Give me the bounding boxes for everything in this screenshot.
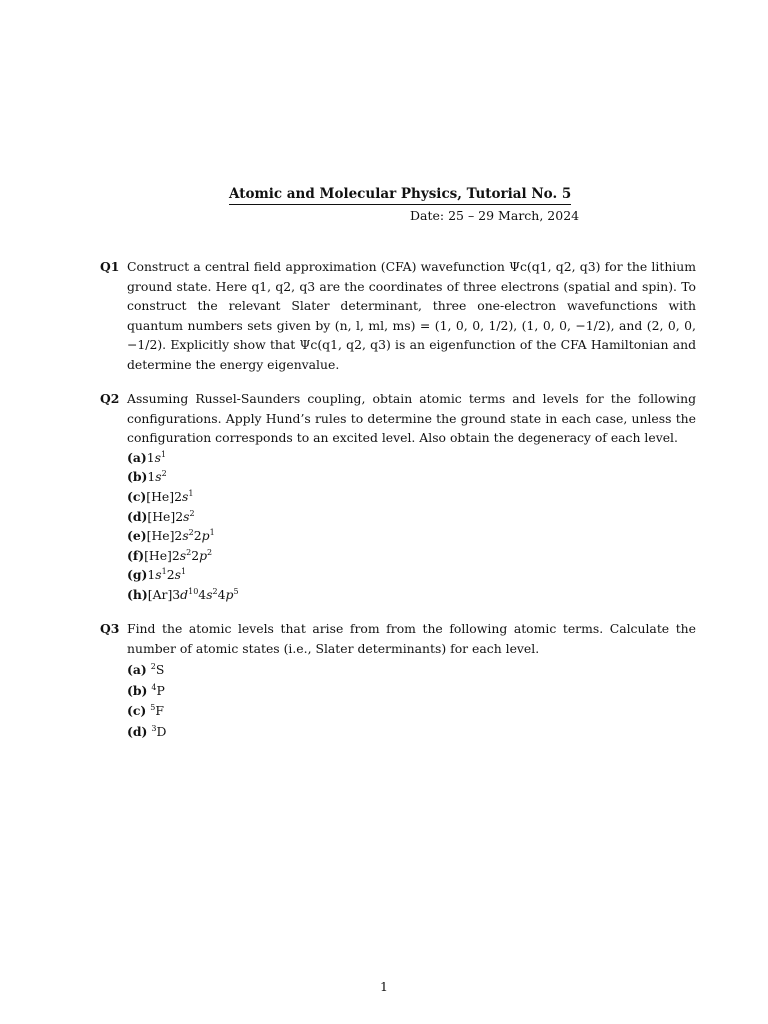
configuration-text: $1s^1$	[146, 449, 167, 465]
item-label: (d)	[127, 723, 148, 739]
question-3-body	[127, 619, 696, 742]
question-3	[100, 619, 696, 742]
item-label: (e)	[127, 528, 147, 544]
item-label: (g)	[127, 567, 148, 583]
question-1-body	[127, 257, 696, 375]
term-multiplicity: 2	[150, 662, 156, 672]
question-1-label: Q1	[100, 259, 120, 274]
item-label: (b)	[127, 682, 148, 698]
item-label: (b)	[127, 469, 148, 485]
term-item	[127, 722, 696, 743]
term-item	[127, 660, 696, 681]
term-letter: S	[155, 662, 165, 678]
question-2-body	[127, 389, 696, 605]
question-1	[100, 257, 696, 375]
configuration-text: $[He]2s^1$	[146, 488, 194, 504]
item-label: (a)	[127, 449, 147, 465]
configuration-text: $[He]2s^2$	[147, 508, 195, 524]
term-item	[127, 681, 696, 702]
configuration-text: $[He]2s^22p^1$	[146, 528, 215, 544]
term-multiplicity: 5	[150, 703, 156, 713]
configuration-item	[127, 546, 696, 566]
configuration-item	[127, 565, 696, 585]
question-1-text: Construct a central field approximation (CFA) wavefunction Ψc(q1, q2, q3) for the lithium ground state. Here q1, q2, q3 are the coordinates of three electrons (spatial and spin). To construct the relevant Slater determinant, three one-electron wavefunctions with quantum numbers sets given by (n, l, ml, ms) = (1, 0, 0, 1/2), (1, 0, 0, −1/2), and (2, 0, 0, −1/2). Explicitly show that Ψc(q1, q2, q3) is an eigenfunction of the CFA Hamiltonian and determine the energy eigenvalue.	[127, 259, 696, 372]
configuration-item	[127, 585, 696, 605]
question-2-label: Q2	[100, 391, 120, 406]
configuration-text: $[Ar]3d^{10}4s^24p^5$	[147, 586, 239, 602]
term-letter: D	[156, 723, 167, 739]
term-multiplicity: 4	[151, 682, 157, 692]
configuration-item	[127, 507, 696, 527]
term-letter: P	[156, 682, 165, 698]
document-title: Atomic and Molecular Physics, Tutorial No. 5	[229, 186, 571, 205]
item-label: (c)	[127, 703, 147, 719]
question-2	[100, 389, 696, 605]
term-multiplicity: 3	[151, 723, 157, 733]
question-2-text: Assuming Russel-Saunders coupling, obtain atomic terms and levels for the following configurations. Apply Hund’s rules to determine the ground state in each case, unless the configuration corresponds to an excited level. Also obtain the degeneracy of each level.	[127, 391, 696, 446]
tutorial-date: Date: 25 – 29 March, 2024	[410, 208, 580, 223]
configuration-text: $1s^2$	[147, 469, 167, 485]
configuration-item	[127, 526, 696, 546]
question-3-text: Find the atomic levels that arise from from the following atomic terms. Calculate the number of atomic states (i.e., Slater determinants) for each level.	[127, 621, 696, 656]
configuration-text: $[He]2s^22p^2$	[144, 547, 213, 563]
term-letter: F	[155, 703, 164, 719]
question-3-label: Q3	[100, 621, 120, 636]
item-label: (d)	[127, 508, 148, 524]
item-label: (f)	[127, 547, 145, 563]
question-2-list	[127, 448, 696, 605]
configuration-item	[127, 467, 696, 487]
configuration-text: $1s^12s^1$	[147, 567, 187, 583]
item-label: (h)	[127, 586, 148, 602]
configuration-item	[127, 448, 696, 468]
page-number: 1	[380, 979, 388, 994]
configuration-item	[127, 487, 696, 507]
item-label: (a)	[127, 662, 147, 678]
question-3-list	[127, 660, 696, 742]
term-item	[127, 701, 696, 722]
item-label: (c)	[127, 488, 147, 504]
